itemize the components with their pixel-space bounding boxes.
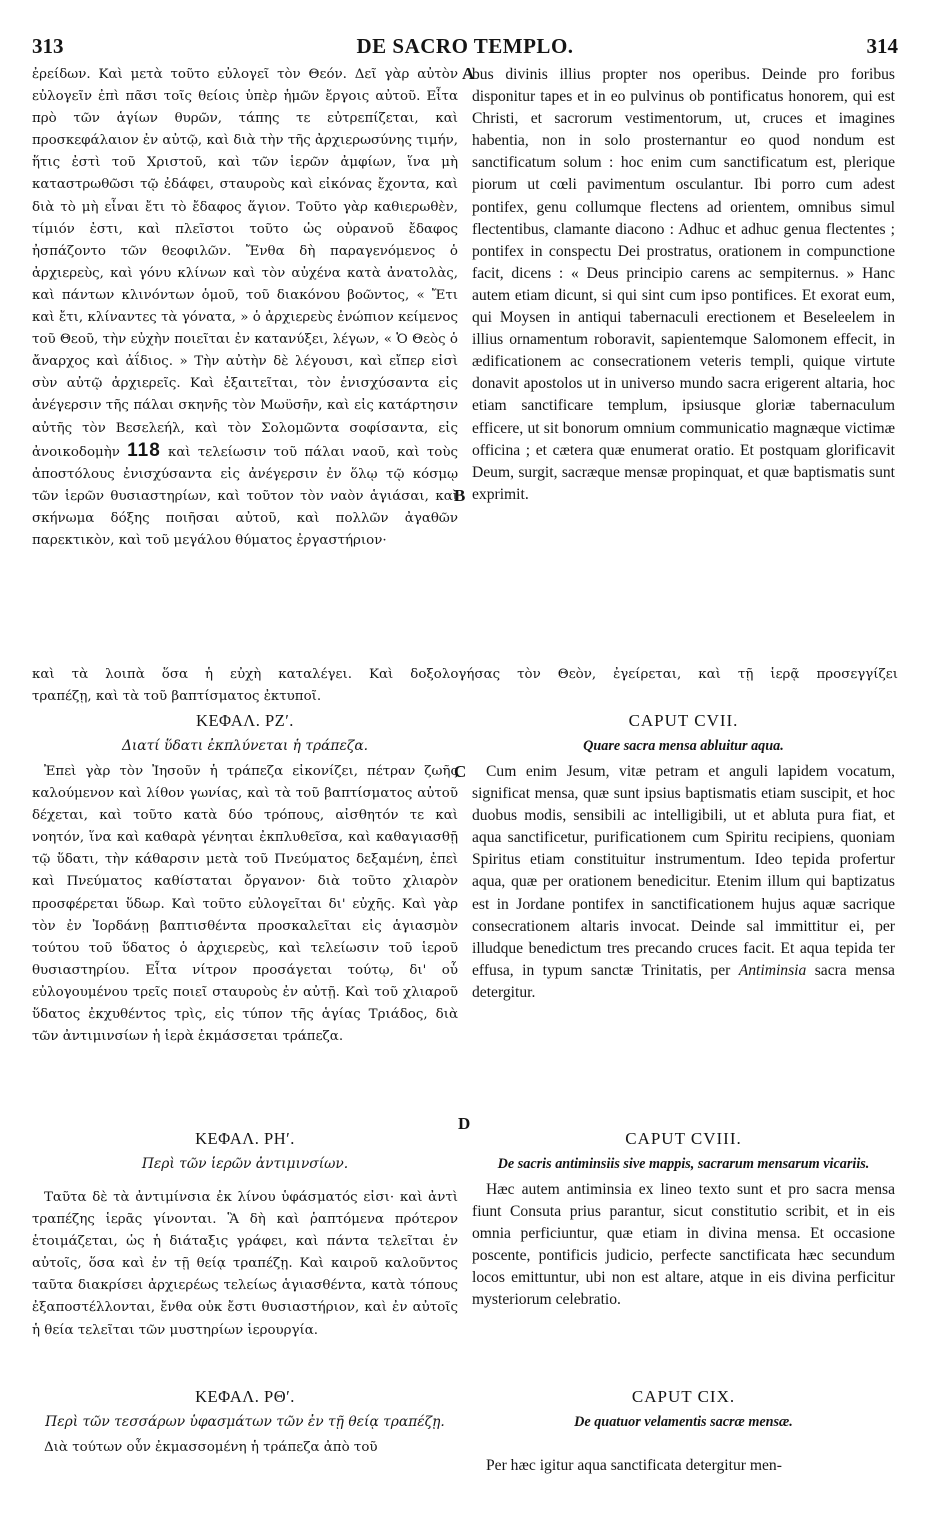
greek-chapter-108: [32, 1128, 458, 1342]
latin-chapter-109: [472, 1386, 895, 1477]
latin-chapter-text: [472, 761, 895, 1004]
greek-chapter-subheading: Περὶ τῶν ἱερῶν ἀντιμινσίων.: [141, 1156, 349, 1172]
greek-chapter-text: Ταῦτα δὲ τὰ ἀντιμίνσια ἐκ λίνου ὑφάσματός εἰσι· καὶ ἀντὶ τραπέζης ἱερᾶς γίνονται. Ἃ δὴ καὶ ῥαπτόμενα πρότερον ἑτοιμάζεται, ὡς ἡ διάταξις γράφει, καὶ πάντα τελεῖται ἐν αὐτοῖς, ὅσα καὶ ἐν τῇ θείᾳ τραπέζῃ. Καὶ καιροῦ καλοῦντος ταῦτα διακρίσει ἀρχιερέως τελείως ἁγιασθέντα, κατὰ τόπους ἐξαποστέλλονται, ἔνθα οὐκ ἔστι θυσιαστήριον, καὶ ἐν αὐτοῖς ἡ θεία τελεῖται τῶν μυστηρίων ἱερουργία.: [32, 1190, 458, 1338]
margin-marker-a: A: [462, 64, 475, 83]
latin-chapter-107: [472, 710, 895, 1004]
margin-marker-d: D: [458, 1114, 471, 1133]
page-number-left: 313: [32, 34, 64, 58]
greek-chapter-subheading: Περὶ τῶν τεσσάρων ὑφασμάτων τῶν ἐν τῇ θείᾳ τραπέζῃ.: [45, 1414, 445, 1430]
margin-marker-c: C: [454, 762, 467, 781]
latin-chapter-heading: CAPUT CVIII.: [625, 1129, 742, 1148]
latin-paragraph-top: bus divinis illius propter nos operibus. Deinde pro foribus disponitur tapes et in eo pulvinus ob pontificatus honorem, qui est Christi, et sacrorum vestimentorum, ut, cruces et imagines habentia, non in solo prosternantur eo quod nondum est sanctificatum solum : hoc enim cum sanctificatum est, plerique piorum ut cœli pavimentum osculantur. Ibi porro cum adest pontifex, genu collumque flectens ad orientem, omnibus simul flectentibus, clamante diacono : Adhuc et adhuc genua flectentes ; pontifex in conspectu Dei prostratus, orationem in compunctione facit, dicens : « Deus principio carens ac sempiternus. » Hanc autem etiam dicunt, si qui sint cum ipso pontifices. Et exorat eum, qui Moysen in antiqui tabernaculi erectionem et Beseleelem in illius ornamentum roboravit, sapientemque Salomonem effecit, in ædificationem ac consecrationem veteris templi, quique virtute donavit apostolos ut in universo mundo sacra erigerent altaria, hoc etiam sanctificare templum, ipsiusque gloriæ tabernaculum efficere, ut sit bonorum omnium communicatio magnæque victimæ officina ; et cætera quæ enumerat oratio. Et postquam glorificavit Deum, surgit, sacræque mensæ propinquat, et quæ baptismatis sunt exprimit.: [472, 66, 895, 503]
page-header: [32, 34, 898, 60]
greek-chapter-heading: ΚΕΦΑΛ. ΡΖʹ.: [196, 711, 294, 730]
greek-chapter-107: [32, 710, 458, 1048]
reference-number: 118: [127, 439, 161, 461]
latin-chapter-heading: CAPUT CVII.: [628, 711, 739, 730]
latin-chapter-subheading: De quatuor velamentis sacræ mensæ.: [574, 1414, 793, 1430]
latin-column-top: [472, 64, 895, 664]
greek-tail-text: τραπέζῃ, καὶ τὰ τοῦ βαπτίσματος ἐκτυποῖ.: [32, 689, 322, 704]
latin-italic-word: Antiminsia: [738, 961, 807, 979]
page-number-right: 314: [866, 34, 898, 58]
latin-chapter-subheading: Quare sacra mensa abluitur aqua.: [583, 738, 784, 754]
latin-chapter-text: Per hæc igitur aqua sanctificata detergitur men-: [486, 1457, 782, 1474]
latin-chapter-text: Hæc autem antiminsia ex lineo texto sunt et pro sacra mensa fiunt Consuta prius parantur, sicut constitutio scribit, et in eis omnia perficiuntur, quæ etiam in divina mensa. Et occasione poscente, pontificis judicio, perfecte sanctificata hæc secundum locos emittuntur, ubi non est altare, atque in eis divina perficitur mysteriorum celebratio.: [472, 1181, 895, 1309]
running-title: DE SACRO TEMPLO.: [356, 34, 574, 58]
greek-text-top-continued: καὶ τελείωσιν τοῦ πάλαι ναοῦ, καὶ τοὺς ἀποστόλους ἐνισχύσαντα εἰς ἀνέγερσιν ἐν ὅλῳ τῷ κόσμῳ τῶν ἱερῶν θυσιαστηρίων, καὶ τοῦτον τὸν ναὸν ἁγιάσαι, καὶ σκήνωμα δόξης ποιῆσαι αὐτοῦ, καὶ πολλῶν ἀγαθῶν παρεκτικὸν, καὶ τοῦ μεγάλου θύματος ἐργαστήριον·: [32, 444, 458, 548]
latin-chapter-108: [472, 1128, 895, 1312]
latin-chapter-text-end: sacra mensa detergitur.: [472, 961, 895, 1001]
full-width-line: καὶ τὰ λοιπὰ ὅσα ἡ εὐχὴ καταλέγει. Καὶ δοξολογήσας τὸν Θεὸν, ἐγείρεται, καὶ τῇ ἱερᾷ προσεγγίζει: [32, 667, 898, 682]
latin-chapter-subheading: De sacris antiminsiis sive mappis, sacrarum mensarum vicariis.: [497, 1156, 870, 1172]
greek-chapter-subheading: Διατί ὕδατι ἐκπλύνεται ἡ τράπεζα.: [121, 738, 369, 754]
greek-chapter-text: Ἐπεὶ γὰρ τὸν Ἰησοῦν ἡ τράπεζα εἰκονίζει, πέτραν ζωῆς καλούμενον καὶ λίθον γωνίας, καὶ τὰ τοῦ βαπτίσματος αὐτοῦ δέχεται, καὶ τοῦτο κατὰ δύο τρόπους, αἰσθητόν τε καὶ νοητόν, ἵνα καὶ καθαρὰ γένηται ἐκπλυθεῖσα, καὶ καθαγιασθῇ τῷ ὕδατι, τὴν κάθαρσιν μετὰ τοῦ Πνεύματος δεξαμένη, ἐπεὶ καὶ Πνεύματος καθίσταται ὄργανον· διὰ τοῦτο χλιαρὸν προσφέρεται ὕδωρ. Καὶ τοῦτο εὐλογεῖται δι' εὐχῆς. Καὶ γὰρ τὸν ἐν Ἰορδάνῃ βαπτισθέντα προσκαλεῖται εἰς ἁγιασμὸν τούτου τοῦ ὕδατος ὁ ἀρχιερεὺς, καὶ τελείωσιν τοῦ ἱεροῦ θυσιαστηρίου. Εἶτα νίτρον προσάγεται τούτῳ, δι' οὗ εὐλογουμένου τρεῖς ποιεῖ σταυροὺς ἐν αὐτῇ. Καὶ τοῦ χλιαροῦ ὕδατος ἐκχυθέντος τρὶς, εἰς τύπον τῆς ἁγίας Τριάδος, διὰ τῶν ἀντιμινσίων ἡ ἱερὰ ἐκμάσσεται τράπεζα.: [32, 764, 458, 1045]
margin-marker-b: B: [454, 486, 466, 505]
latin-chapter-text-main: Cum enim Jesum, vitæ petram et anguli lapidem vocatum, significat mensa, quæ sunt ipsius baptismatis etiam suscipit, et hoc duobus modis, sensibili ac intelligibili, ut et abluta pura fiat, et aqua sanctificetur, purificationem cum Spiritu recipiens, quoniam Spiritus etiam constituitur instrumentum. Ideo tepida profertur aqua, quæ per orationem benedicitur. Etenim illum qui baptizatus est in Jordane pontifex in sanctificationem hujus aquæ sacrique consecrationem altaris invocat. Deinde sal immittitur ei, per illudque benedictum tres precando cruces facit. Et aqua tepida ter effusa, in typum sanctæ Trinitatis, per: [472, 763, 895, 979]
greek-chapter-109: [32, 1386, 458, 1459]
greek-chapter-heading: ΚΕΦΑΛ. ΡΗʹ.: [195, 1129, 295, 1148]
greek-tail-line: [32, 686, 458, 708]
greek-text-top: ἐρείδων. Καὶ μετὰ τοῦτο εὐλογεῖ τὸν Θεόν. Δεῖ γὰρ αὐτὸν εὐλογεῖν ἐπὶ πᾶσι τοῖς θείοις ὑπὲρ ἡμῶν ἔργοις αὐτοῦ. Εἶτα πρὸ τῶν ἁγίων θυρῶν, τάπης τε εὐτρεπίζεται, καὶ προσκεφάλαιον ἐν αὐτῷ, καὶ διὰ τὴν τῆς ἀρχιερωσύνης τιμήν, ἥτις ἐστὶ τοῦ Χριστοῦ, καὶ τῶν ἱερῶν ἀμφίων, ἵνα μὴ καταστρωθῶσι τῷ ἐδάφει, σταυροὺς καὶ εἰκόνας ἔχοντα, καὶ διὰ τὸ μὴ εἶναι ἔτι τὸ ἔδαφος ἅγιον. Τοῦτο γὰρ καθιερωθὲν, τίμιόν ἐστι, καὶ πλεῖστοι τοῦτο ὡς οὐρανοῦ ἔδαφος ἠσπάζοντο τῶν θεοφιλῶν. Ἔνθα δὴ παραγενόμενος ὁ ἀρχιερεὺς, καὶ γόνυ κλίνων καὶ τὸν αὐχένα κατὰ ἀνατολὰς, καὶ πάντων κλινόντων ὁμοῦ, τοῦ διακόνου βοῶντος, « Ἔτι καὶ ἔτι, κλίναντες τὰ γόνατα, » ὁ ἀρχιερεὺς ἐνώπιον κείμενος τοῦ Θεοῦ, τὴν εὐχὴν ποιεῖται ἐν κατανύξει, λέγων, « Ὁ Θεὸς ὁ ἄναρχος καὶ ἀΐδιος. » Τὴν αὐτὴν δὲ λέγουσι, καὶ εἴπερ εἰσὶ σὺν αὐτῷ ἀρχιερεῖς. Καὶ ἐξαιτεῖται, τὸν ἐνισχύσαντα εἰς ἀνέγερσιν τῆς πάλαι σκηνῆς τὸν Μωϋσῆν, καὶ εἰς κατάρτησιν αὐτῆς τὸν Βεσελεήλ, καὶ τὸν Σολομῶντα σοφίσαντα, εἰς ἀνοικοδομὴν: [32, 67, 458, 460]
greek-chapter-text: Διὰ τούτων οὖν ἐκμασσομένη ἡ τράπεζα ἀπὸ τοῦ: [44, 1440, 378, 1455]
greek-chapter-heading: ΚΕΦΑΛ. ΡΘʹ.: [195, 1387, 295, 1406]
greek-paragraph-top: [32, 64, 458, 552]
greek-column-top: [32, 64, 458, 664]
latin-chapter-heading: CAPUT CIX.: [631, 1387, 736, 1406]
